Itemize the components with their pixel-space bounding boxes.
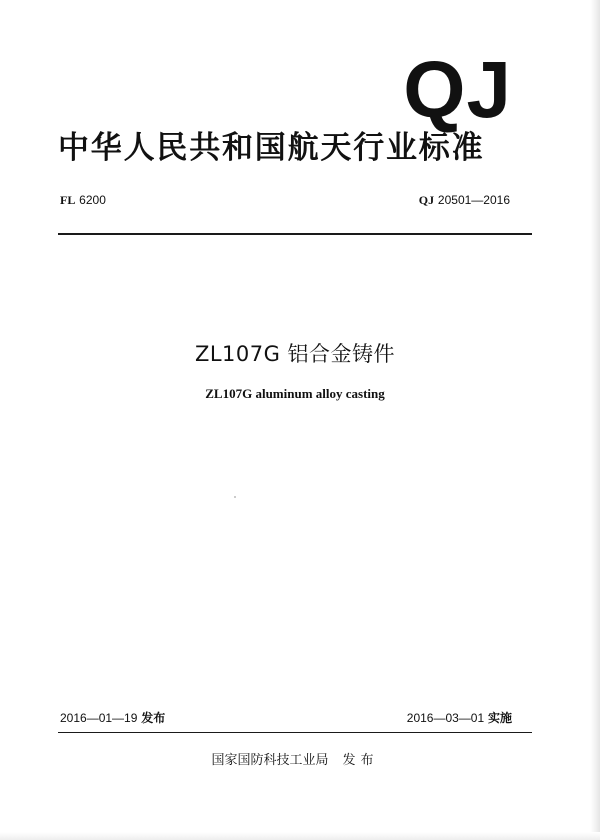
scan-edge-right [590, 0, 600, 840]
document-title-chinese: ZL107G 铝合金铸件 [194, 342, 396, 366]
issuer-verb: 发布 [342, 753, 379, 768]
effective-date [407, 710, 512, 726]
effective-date-value: 2016—03—01 [406, 711, 485, 725]
classification-number [60, 192, 106, 208]
qj-logo: QJ [403, 45, 512, 134]
standard-prefix: QJ [418, 193, 435, 207]
issuing-authority [0, 752, 590, 770]
classification-prefix: FL [60, 193, 76, 207]
classification-code: 6200 [79, 193, 106, 207]
header-divider [58, 233, 532, 235]
scan-edge-bottom [0, 832, 600, 840]
standard-title: 中华人民共和国航天行业标准 [58, 130, 485, 166]
document-title-english: ZL107G aluminum alloy casting [205, 386, 385, 401]
effective-label: 实施 [487, 711, 512, 725]
footer-divider [58, 732, 532, 733]
standard-number [419, 192, 510, 208]
scan-speck [234, 496, 236, 498]
release-label: 发布 [141, 711, 166, 725]
release-date [60, 710, 165, 726]
release-date-value: 2016—01—19 [60, 711, 138, 725]
standard-number-value: 20501—2016 [437, 193, 510, 207]
issuer-name: 国家国防科技工业局 [211, 753, 329, 768]
